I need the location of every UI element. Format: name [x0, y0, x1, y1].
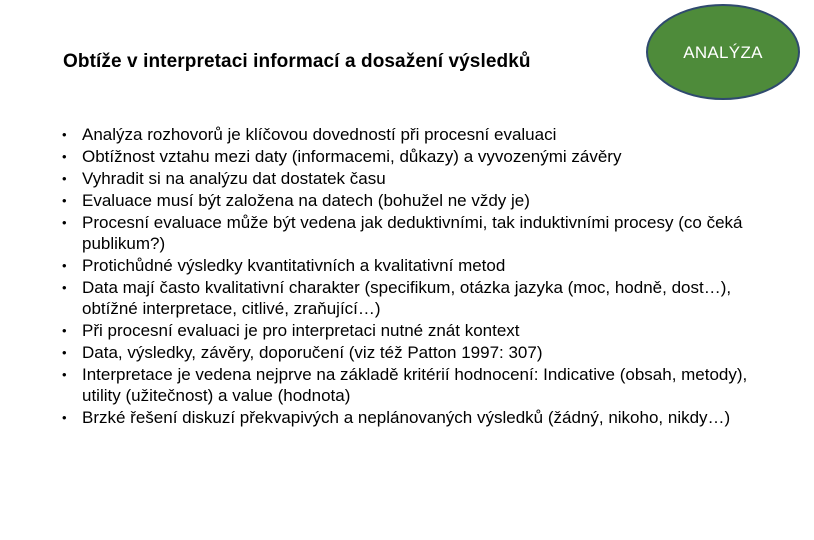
bullet-icon: •: [62, 323, 67, 338]
bullet-item: [62, 212, 762, 254]
bullet-text: Brzké řešení diskuzí překvapivých a neplánovaných výsledků (žádný, nikoho, nikdy…): [82, 408, 731, 427]
bullet-icon: •: [62, 149, 67, 164]
analysis-badge: [646, 4, 800, 100]
bullet-text: Při procesní evaluaci je pro interpretaci nutné znát kontext: [82, 321, 520, 340]
slide-title: Obtíže v interpretaci informací a dosažení výsledků: [63, 51, 531, 72]
bullet-text: Interpretace je vedena nejprve na základě kritérií hodnocení: Indicative (obsah, metody), utility (užitečnost) a value (hodnota): [82, 365, 748, 405]
bullet-icon: •: [62, 367, 67, 382]
bullet-icon: •: [62, 258, 67, 273]
bullet-icon: •: [62, 171, 67, 186]
bullet-item: [62, 342, 762, 363]
bullet-text: Data mají často kvalitativní charakter (specifikum, otázka jazyka (moc, hodně, dost…), obtížné interpretace, citlivé, zraňující…): [82, 278, 732, 318]
bullet-icon: •: [62, 215, 67, 230]
analysis-badge-label: ANALÝZA: [683, 43, 763, 62]
bullet-text: Procesní evaluace může být vedena jak deduktivními, tak induktivními procesy (co čeká publikum?): [82, 213, 743, 253]
bullet-icon: •: [62, 280, 67, 295]
bullet-item: [62, 407, 762, 428]
bullet-item: [62, 277, 762, 319]
bullet-icon: •: [62, 410, 67, 425]
bullet-icon: •: [62, 345, 67, 360]
bullet-item: [62, 146, 762, 167]
bullet-text: Evaluace musí být založena na datech (bohužel ne vždy je): [82, 191, 530, 210]
bullet-item: [62, 124, 762, 145]
bullet-item: [62, 364, 762, 406]
bullet-item: [62, 168, 762, 189]
bullet-icon: •: [62, 127, 67, 142]
bullet-icon: •: [62, 193, 67, 208]
bullet-item: [62, 320, 762, 341]
bullet-item: [62, 255, 762, 276]
bullet-text: Vyhradit si na analýzu dat dostatek času: [82, 169, 386, 188]
bullet-text: Data, výsledky, závěry, doporučení (viz též Patton 1997: 307): [82, 343, 543, 362]
bullet-text: Analýza rozhovorů je klíčovou dovedností při procesní evaluaci: [82, 125, 557, 144]
bullet-text: Obtížnost vztahu mezi daty (informacemi, důkazy) a vyvozenými závěry: [82, 147, 622, 166]
bullet-item: [62, 190, 762, 211]
bullet-text: Protichůdné výsledky kvantitativních a kvalitativní metod: [82, 256, 506, 275]
bullet-list: [62, 124, 762, 429]
